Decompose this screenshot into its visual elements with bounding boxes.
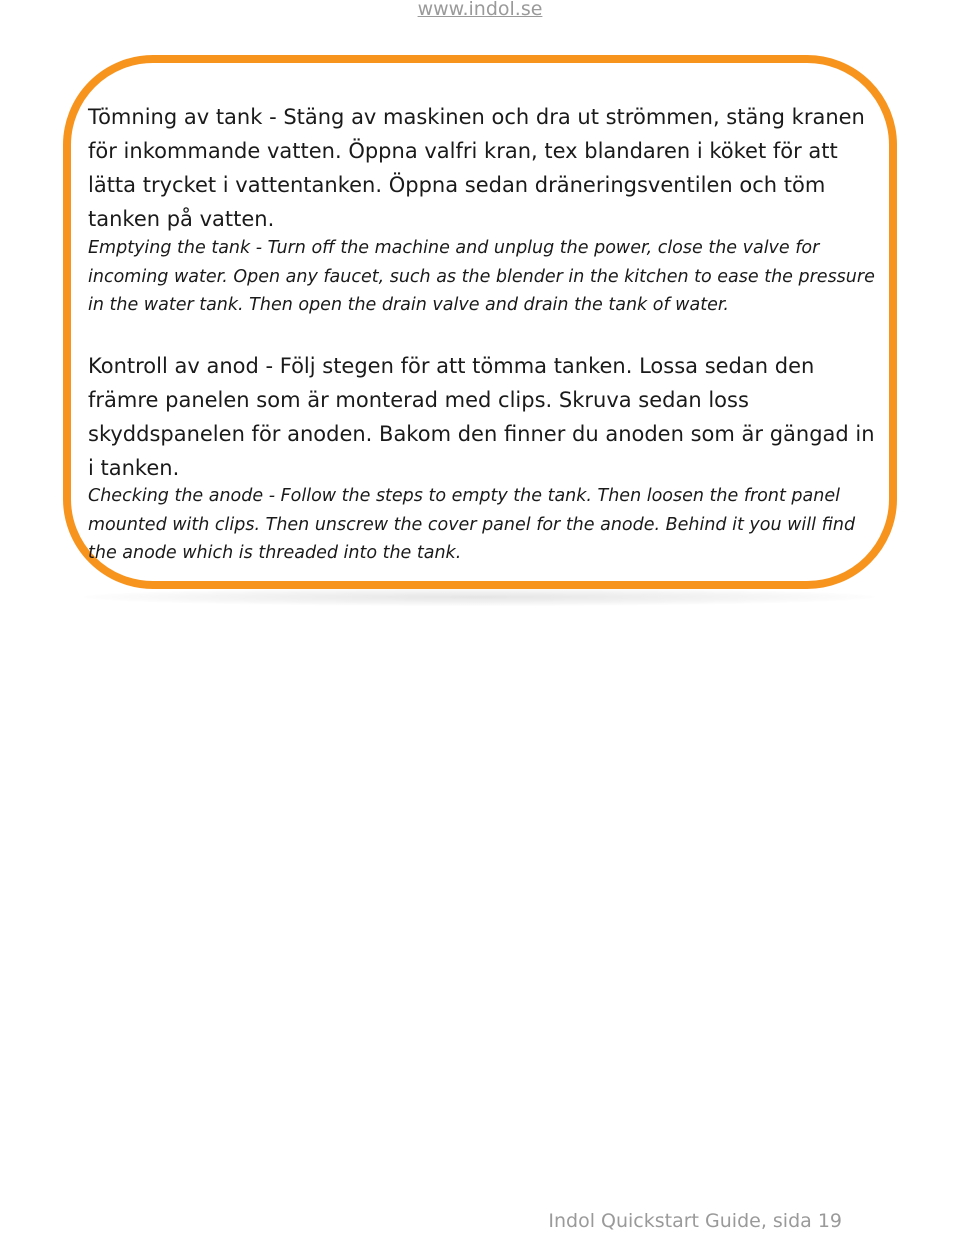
section-anode-check: [88, 349, 878, 568]
swedish-instruction-text: Tömning av tank - Stäng av maskinen och dra ut strömmen, stäng kranen för inkommande vatten. Öppna valfri kran, tex blandaren i köket för att lätta trycket i vattentanken. Öppna sedan dräneringsventilen och töm tanken på vatten.: [88, 105, 865, 231]
english-instruction-text: Emptying the tank - Turn off the machine and unplug the power, close the valve for incoming water. Open any faucet, such as the blender in the kitchen to ease the pressure in the water tank. Then open the drain valve and drain the tank of water.: [88, 238, 875, 315]
swedish-instruction-text: Kontroll av anod - Följ stegen för att tömma tanken. Lossa sedan den främre panelen som är monterad med clips. Skruva sedan loss skyddspanelen för anoden. Bakom den finner du anoden som är gängad in i tanken.: [88, 354, 875, 480]
content-box-shadow: [84, 588, 874, 606]
section-tank-emptying: [88, 100, 878, 320]
page-footer: Indol Quickstart Guide, sida 19: [548, 1210, 842, 1232]
english-instruction-text: Checking the anode - Follow the steps to empty the tank. Then loosen the front panel mounted with clips. Then unscrew the cover panel for the anode. Behind it you will find the anode which is threaded into the tank.: [88, 486, 856, 563]
website-link[interactable]: www.indol.se: [417, 0, 543, 20]
